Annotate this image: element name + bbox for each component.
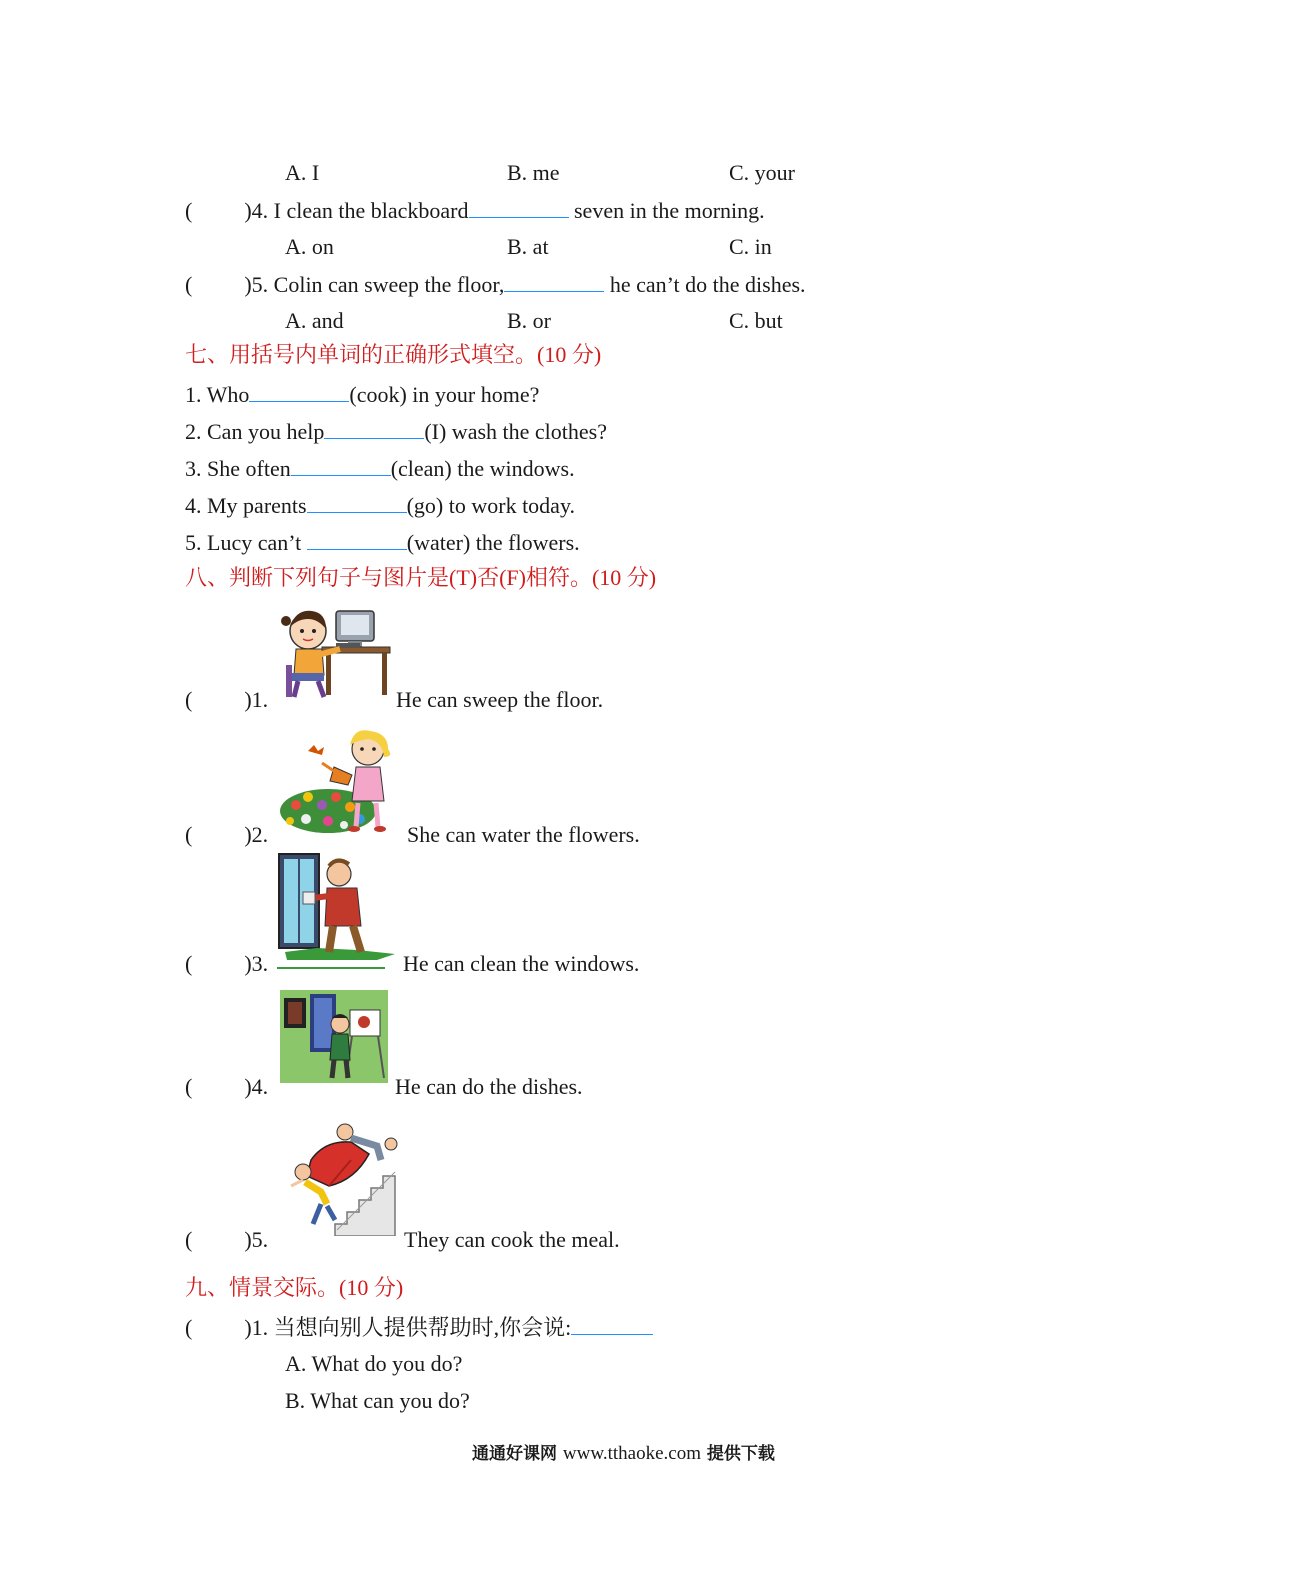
judge-sentence-4: He can do the dishes.	[395, 1074, 583, 1099]
q4-option-b: B. at	[507, 234, 549, 259]
q3-option-a: A. I	[285, 160, 320, 185]
answer-blank[interactable]	[249, 383, 349, 402]
judge-sentence-3: He can clean the windows.	[403, 951, 640, 976]
man-cleaning-window-image	[277, 852, 397, 970]
judge-sentence-1: He can sweep the floor.	[396, 687, 604, 712]
answer-blank[interactable]	[291, 457, 391, 476]
judge-item-2: ( )2.	[185, 822, 269, 847]
judge-sentence-2: She can water the flowers.	[407, 822, 640, 847]
q4-option-c: C. in	[729, 234, 772, 259]
answer-paren: (	[185, 198, 193, 223]
fill-item-4: 4. My parents (go) to work today.	[185, 493, 576, 518]
question-text: )4. I clean the blackboard	[244, 198, 469, 223]
q3-option-c: C. your	[729, 160, 795, 185]
fill-item-2: 2. Can you help (I) wash the clothes?	[185, 419, 607, 444]
q5-option-a: A. and	[285, 308, 344, 333]
fill-item-1: 1. Who (cook) in your home?	[185, 382, 540, 407]
dialog-question-1: ( )1. 当想向别人提供帮助时,你会说:	[185, 1316, 653, 1339]
girl-computer-image	[278, 605, 392, 699]
answer-blank[interactable]	[571, 1316, 653, 1335]
answer-paren: (	[185, 272, 193, 297]
judge-item-5: ( )5.	[185, 1227, 269, 1252]
q5-option-b: B. or	[507, 308, 551, 333]
fill-item-5: 5. Lucy can’t (water) the flowers.	[185, 530, 580, 555]
boy-in-room-image	[280, 990, 388, 1083]
footer-url[interactable]: www.tthaoke.com	[562, 1443, 701, 1464]
question-text-end: he can’t do the dishes.	[609, 272, 806, 297]
q3-option-b: B. me	[507, 160, 560, 185]
fill-item-3: 3. She often (clean) the windows.	[185, 456, 575, 481]
question-4	[185, 199, 765, 222]
section-7-title: 七、用括号内单词的正确形式填空。(10 分)	[185, 342, 602, 367]
q5-option-c: C. but	[729, 308, 783, 333]
judge-item-4: ( )4.	[185, 1074, 269, 1099]
dialog-option-a: A. What do you do?	[285, 1351, 463, 1376]
girl-watering-flowers-image	[278, 727, 404, 837]
judge-item-3: ( )3.	[185, 951, 269, 976]
answer-blank[interactable]	[307, 494, 407, 513]
answer-blank[interactable]	[504, 273, 604, 292]
page-footer	[472, 1444, 775, 1463]
question-5	[185, 273, 806, 296]
section-8-title: 八、判断下列句子与图片是(T)否(F)相符。(10 分)	[185, 565, 657, 590]
footer-site-name: 通通好课网	[472, 1444, 557, 1464]
judge-item-1: ( )1.	[185, 687, 269, 712]
q4-option-a: A. on	[285, 234, 334, 259]
answer-blank[interactable]	[307, 531, 407, 550]
dialog-option-b: B. What can you do?	[285, 1388, 470, 1413]
footer-note: 提供下载	[706, 1444, 775, 1464]
question-text-end: seven in the morning.	[574, 198, 765, 223]
answer-blank[interactable]	[324, 420, 424, 439]
question-text: )5. Colin can sweep the floor,	[244, 272, 505, 297]
answer-blank[interactable]	[469, 199, 569, 218]
judge-sentence-5: They can cook the meal.	[404, 1227, 620, 1252]
people-carrying-sofa-image	[285, 1120, 401, 1236]
section-9-title: 九、情景交际。(10 分)	[185, 1275, 404, 1300]
